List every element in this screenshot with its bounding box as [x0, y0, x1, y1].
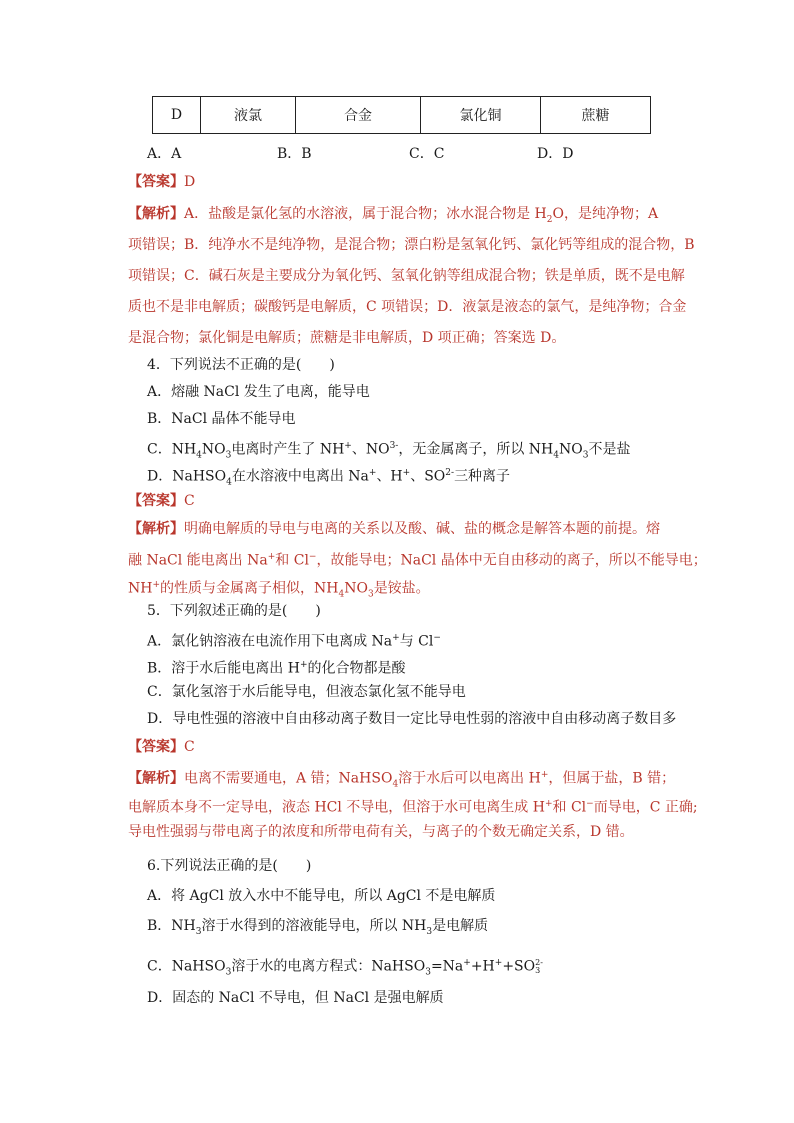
q3-analysis-line: 【解析】A．盐酸是氯化氢的水溶液，属于混合物；冰水混合物是 $H_2O$，是纯净物；A — [128, 206, 659, 225]
q5-answer: 【答案】C — [128, 739, 195, 755]
q4-answer: 【答案】C — [128, 493, 195, 509]
table-cell: D — [153, 97, 201, 134]
q5-stem: 5．下列叙述正确的是( ) — [147, 603, 321, 619]
choice-c: C．C — [409, 146, 445, 162]
options-table — [152, 96, 651, 134]
table-cell: 液氯 — [201, 97, 296, 134]
q3-analysis-line: 项错误；C．碱石灰是主要成分为氧化钙、氢氧化钠等组成混合物；铁是单质，既不是电解 — [128, 268, 685, 284]
choice-a: A．A — [147, 146, 182, 162]
q4-analysis-line: NH+的性质与金属离子相似，$NH_4NO_3$是铵盐。 — [128, 580, 430, 600]
q4-analysis-line: 【解析】明确电解质的导电与电离的关系以及酸、碱、盐的概念是解答本题的前提。熔 — [128, 521, 660, 537]
q6-option-c: C．NaHSO$_3$溶于水的电离方程式：NaHSO$_3$=Na++H++SO 2- 3 — [147, 957, 543, 978]
q5-option-a: A．氯化钠溶液在电流作用下电离成 Na+与 Cl− — [147, 633, 441, 650]
q5-analysis-line: 【解析】电离不需要通电，A 错；NaHSO$_4$溶于水后可以电离出 H+，但属于盐，B 错； — [128, 770, 676, 790]
table-cell: 蔗糖 — [541, 97, 651, 134]
choice-b: B．B — [277, 146, 312, 162]
q3-analysis-line: 项错误；B．纯净水不是纯净物，是混合物；漂白粉是氢氧化钙、氯化钙等组成的混合物，B — [128, 237, 695, 253]
table-cell: 合金 — [296, 97, 421, 134]
q3-analysis-line: 质也不是非电解质；碳酸钙是电解质，C 项错误；D．液氯是液态的氯气，是纯净物；合金 — [128, 299, 687, 315]
q3-answer: 【答案】D — [128, 174, 196, 190]
q6-stem: 6.下列说法正确的是( ) — [147, 858, 312, 874]
q4-option-b: B．NaCl 晶体不能导电 — [147, 411, 296, 427]
q4-analysis-line: 融 NaCl 能电离出 Na+和 Cl−，故能导电；NaCl 晶体中无自由移动的离子，所以不能导电； — [128, 552, 707, 569]
table-row — [153, 97, 651, 134]
q5-option-d: D．导电性强的溶液中自由移动离子数目一定比导电性弱的溶液中自由移动离子数目多 — [147, 711, 677, 727]
q6-option-b: B．$NH_3$溶于水得到的溶液能导电，所以 $NH_3$是电解质 — [147, 918, 489, 937]
q3-choices — [147, 143, 667, 161]
q4-option-c: C．$NH_4NO_3$电离时产生了 NH+、$NO^{3-}$，无金属离子，所以 $NH_4NO_3$不是盐 — [147, 441, 631, 461]
table-cell: 氯化铜 — [421, 97, 541, 134]
q5-analysis-line: 导电性强弱与带电离子的浓度和所带电荷有关，与离子的个数无确定关系，D 错。 — [128, 824, 634, 840]
q6-option-d: D．固态的 NaCl 不导电，但 NaCl 是强电解质 — [147, 990, 444, 1006]
q5-option-c: C．氯化氢溶于水后能导电，但液态氯化氢不能导电 — [147, 684, 466, 700]
q5-option-b: B．溶于水后能电离出 H+的化合物都是酸 — [147, 660, 406, 677]
choice-d: D．D — [537, 146, 574, 162]
q3-analysis-line: 是混合物；氯化铜是电解质；蔗糖是非电解质，D 项正确；答案选 D。 — [128, 330, 566, 346]
q4-option-d: D．NaHSO$_4$在水溶液中电离出 Na+、H+、$SO^{2-}$三种离子 — [147, 468, 511, 488]
q6-option-a: A．将 AgCl 放入水中不能导电，所以 AgCl 不是电解质 — [147, 888, 496, 904]
q4-option-a: A．熔融 NaCl 发生了电离，能导电 — [147, 384, 370, 400]
q4-stem: 4．下列说法不正确的是( ) — [147, 357, 335, 373]
q5-analysis-line: 电解质本身不一定导电，液态 HCl 不导电，但溶于水可电离生成 H+和 Cl−而导电，C 正确; — [128, 799, 698, 816]
